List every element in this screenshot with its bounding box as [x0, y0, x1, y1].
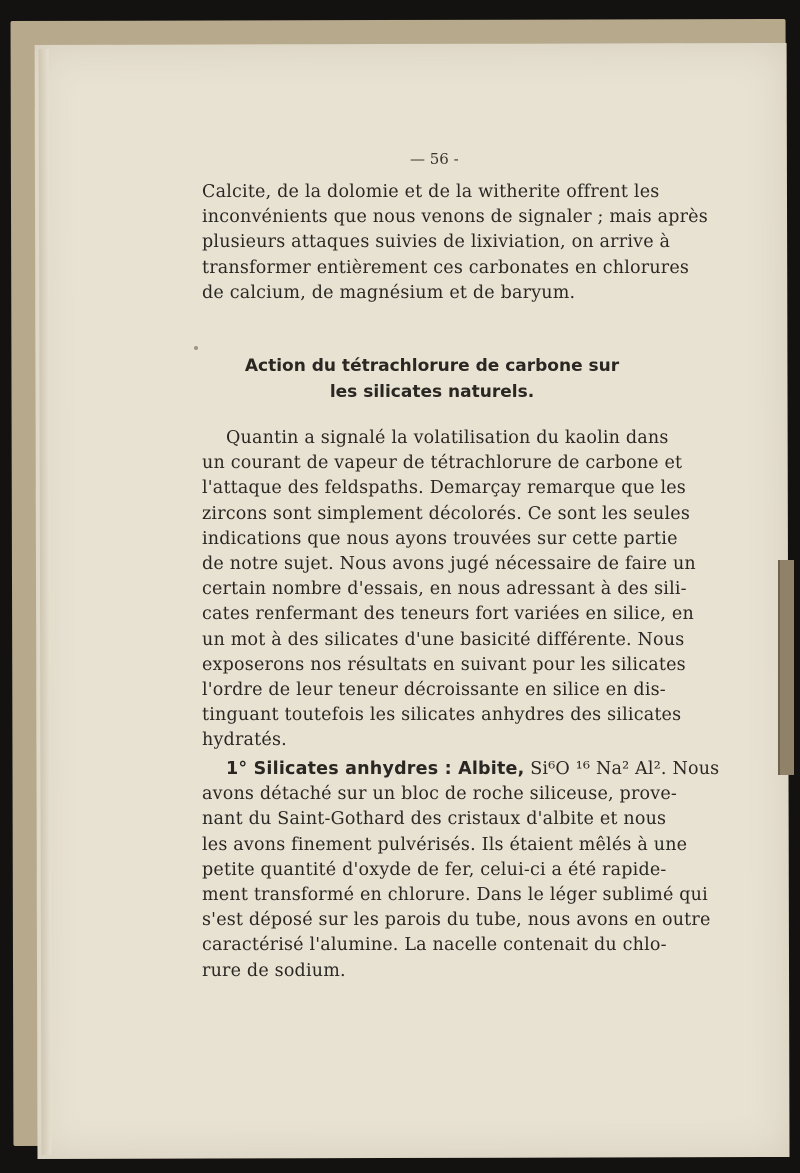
paragraph-1 [202, 180, 708, 306]
text-line: de calcium, de magnésium et de baryum. [202, 282, 576, 303]
text-line: caractérisé l'alumine. La nacelle contenait du chlo- [202, 935, 667, 956]
text-line: petite quantité d'oxyde de fer, celui-ci a été rapide- [202, 859, 667, 880]
paragraph-2 [202, 426, 696, 753]
text-line: un mot à des silicates d'une basicité différente. Nous [202, 629, 685, 650]
text-line: tinguant toutefois les silicates anhydres des silicates [202, 705, 682, 726]
text-line: Quantin a signalé la volatilisation du kaolin dans [226, 428, 669, 448]
section-heading [202, 353, 662, 405]
heading-line: les silicates naturels. [329, 382, 535, 402]
text-run: Nous [672, 759, 720, 779]
text-line: avons détaché sur un bloc de roche siliceuse, prove- [202, 784, 678, 805]
text-line: plusieurs attaques suivies de lixiviation, on arrive à [202, 232, 671, 253]
text-line: un courant de vapeur de tétrachlorure de carbone et [202, 453, 683, 474]
text-line: inconvénients que nous venons de signaler ; mais après [202, 207, 708, 228]
text-line: hydratés. [202, 730, 287, 751]
text-line: exposerons nos résultats en suivant pour les silicates [202, 654, 686, 675]
text-line: ment transformé en chlorure. Dans le léger sublimé qui [202, 884, 708, 905]
text-line: transformer entièrement ces carbonates en chlorures [202, 257, 690, 278]
text-line: de notre sujet. Nous avons jugé nécessaire de faire un [202, 553, 696, 574]
subsection-lead: 1° Silicates anhydres : Albite, [226, 759, 525, 779]
text-line: l'attaque des feldspaths. Demarçay remarque que les [202, 478, 686, 499]
text-line: les avons finement pulvérisés. Ils étaient mêlés à une [202, 834, 688, 855]
text-line: s'est déposé sur les parois du tube, nous avons en outre [202, 910, 711, 931]
text-line: l'ordre de leur teneur décroissante en silice en dis- [202, 679, 666, 700]
chemical-formula: Si⁶O ¹⁶ Na² Al². [530, 759, 667, 779]
text-line: Calcite, de la dolomie et de la witherite offrent les [202, 182, 660, 202]
text-line-lead [202, 757, 720, 782]
paper-speck [194, 346, 198, 350]
right-page-edge-tab [778, 560, 794, 775]
heading-line: Action du tétrachlorure de carbone sur [244, 356, 620, 376]
text-line: certain nombre d'essais, en nous adressant à des sili- [202, 579, 687, 600]
text-line: rure de sodium. [202, 960, 346, 981]
text-line: nant du Saint-Gothard des cristaux d'albite et nous [202, 809, 667, 830]
text-line: cates renfermant des teneurs fort variées en silice, en [202, 604, 694, 625]
paragraph-3 [202, 757, 720, 984]
text-line: indications que nous ayons trouvées sur cette partie [202, 528, 678, 549]
page-number: — 56 - [410, 150, 459, 168]
text-line: zircons sont simplement décolorés. Ce sont les seules [202, 503, 691, 524]
